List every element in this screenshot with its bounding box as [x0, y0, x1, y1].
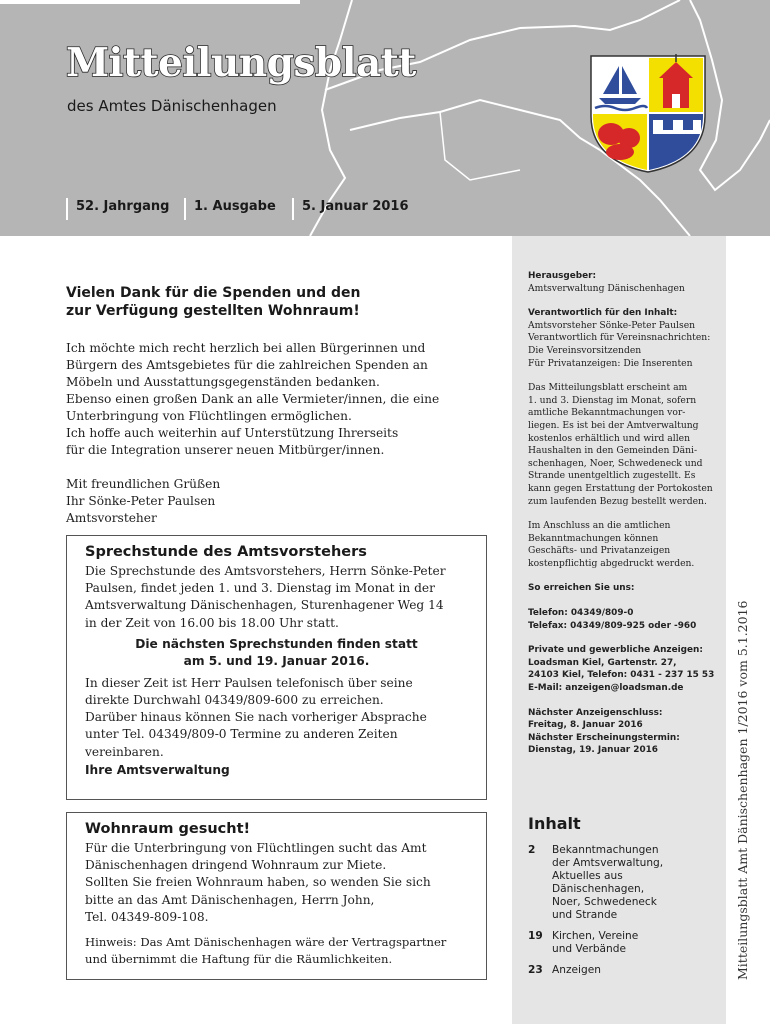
consultation-signoff: Ihre Amtsverwaltung — [85, 762, 230, 777]
deadline-block: Nächster Anzeigenschluss: Freitag, 8. Januar 2016 Nächster Erscheinungstermin: Dienstag, 19. Januar 2016 — [528, 707, 680, 756]
letter-signature: Mit freundlichen Grüßen Ihr Sönke-Peter Paulsen Amtsvorsteher — [66, 477, 221, 525]
consultation-text: Die Sprechstunde des Amtsvorstehers, Herrn Sönke-Peter Paulsen, findet jeden 1. und 3. Dienstag im Monat in der Amtsverwaltung Dänischenhagen, Sturenhagener Weg 14 in der Zeit von 16.00 bis 18.00 Uhr statt. — [85, 564, 446, 630]
housing-wanted-box — [66, 812, 487, 980]
letter-heading: Vielen Dank für die Spenden und den zur Verfügung gestellten Wohnraum! — [66, 285, 361, 319]
toc-page-number: 2 — [528, 844, 536, 856]
housing-text: Für die Unterbringung von Flüchtlingen sucht das Amt Dänischenhagen dringend Wohnraum zur Miete. Sollten Sie freien Wohnraum haben, so wenden Sie sich bitte an das Amt Dänischenhagen, Herrn John, Tel. 04349-809-108. — [85, 841, 431, 924]
contents-title: Inhalt — [528, 814, 581, 833]
issue-date: 5. Januar 2016 — [292, 198, 432, 220]
coat-of-arms-icon — [589, 54, 707, 174]
vertical-footer-caption: Mitteilungsblatt Amt Dänischenhagen 1/2016 vom 5.1.2016 — [735, 600, 750, 980]
toc-page-number: 19 — [528, 930, 543, 942]
housing-note: Hinweis: Das Amt Dänischenhagen wäre der Vertragspartner und übernimmt die Haftung für die Räumlichkeiten. — [85, 935, 447, 967]
masthead — [0, 0, 770, 236]
consultation-heading: Sprechstunde des Amtsvorstehers — [85, 544, 367, 560]
publisher-block: Herausgeber: Amtsverwaltung Dänischenhagen — [528, 271, 685, 294]
thank-you-letter — [66, 284, 486, 527]
consultation-contact-text: In dieser Zeit ist Herr Paulsen telefonisch über seine direkte Durchwahl 04349/809-600 zu erreichen. Darüber hinaus können Sie nach vorheriger Absprache unter Tel. 04349/809-0 Termine zu anderen Zeiten vereinbaren. — [85, 675, 427, 759]
issue-volume: 52. Jahrgang — [66, 198, 184, 220]
toc-item — [528, 844, 718, 922]
ads-notice-block: Im Anschluss an die amtlichen Bekanntmachungen können Geschäfts- und Privatanzeigen kostenpflichtig abgedruckt werden. — [528, 520, 695, 569]
next-consultation-dates: Die nächsten Sprechstunden finden statt am 5. und 19. Januar 2016. — [135, 636, 418, 669]
toc-page-number: 23 — [528, 964, 543, 976]
housing-heading: Wohnraum gesucht! — [85, 821, 251, 837]
advertising-contact: Private und gewerbliche Anzeigen: Loadsman Kiel, Gartenstr. 27, 24103 Kiel, Telefon: 0431 - 237 15 53 E-Mail: anzeigen@loadsman.de — [528, 645, 715, 694]
contact-label: So erreichen Sie uns: — [528, 583, 635, 594]
toc-entry-text: Anzeigen — [552, 964, 601, 976]
toc-entry-text: Kirchen, Vereine und Verbände — [552, 930, 639, 955]
consultation-hours-box — [66, 535, 487, 800]
toc-entry-text: Bekanntmachungen der Amtsverwaltung, Aktuelles aus Dänischenhagen, Noer, Schwedeneck und Strande — [552, 844, 664, 921]
publication-subtitle: des Amtes Dänischenhagen — [67, 97, 277, 115]
issue-number: 1. Ausgabe — [184, 198, 288, 220]
publication-title: Mitteilungsblatt — [66, 40, 416, 86]
toc-item — [528, 930, 718, 956]
responsibility-block: Verantwortlich für den Inhalt: Amtsvorsteher Sönke-Peter Paulsen Verantwortlich für Vereinsnachrichten: Die Vereinsvorsitzenden Für Privatanzeigen: Die Inserenten — [528, 308, 711, 369]
table-of-contents — [528, 844, 718, 985]
letter-body: Ich möchte mich recht herzlich bei allen Bürgerinnen und Bürgern des Amtsgebietes für die zahlreichen Spenden an Möbeln und Ausstattungsgegenständen bedanken. Ebenso einen großen Dank an alle Vermieter/innen, die eine Unterbringung von Flüchtlingen ermöglichen. Ich hoffe auch weiterhin auf Unterstützung Ihrerseits für die Integration unserer neuen Mitbürger/innen. — [66, 341, 440, 457]
publication-schedule-block: Das Mitteilungsblatt erscheint am 1. und 3. Dienstag im Monat, sofern amtliche Bekanntmachungen vor- liegen. Es ist bei der Amtverwaltung kostenlos erhältlich und wird allen Haushalten in den Gemeinden Däni- schenhagen, Noer, Schwedeneck und Strande unentgeltlich zugestellt. Es kann gegen Erstattung der Portokosten zum laufenden Bezug bestellt werden. — [528, 382, 713, 507]
toc-item — [528, 964, 718, 977]
contact-numbers: Telefon: 04349/809-0 Telefax: 04349/809-925 oder -960 — [528, 608, 697, 631]
imprint — [528, 270, 724, 769]
